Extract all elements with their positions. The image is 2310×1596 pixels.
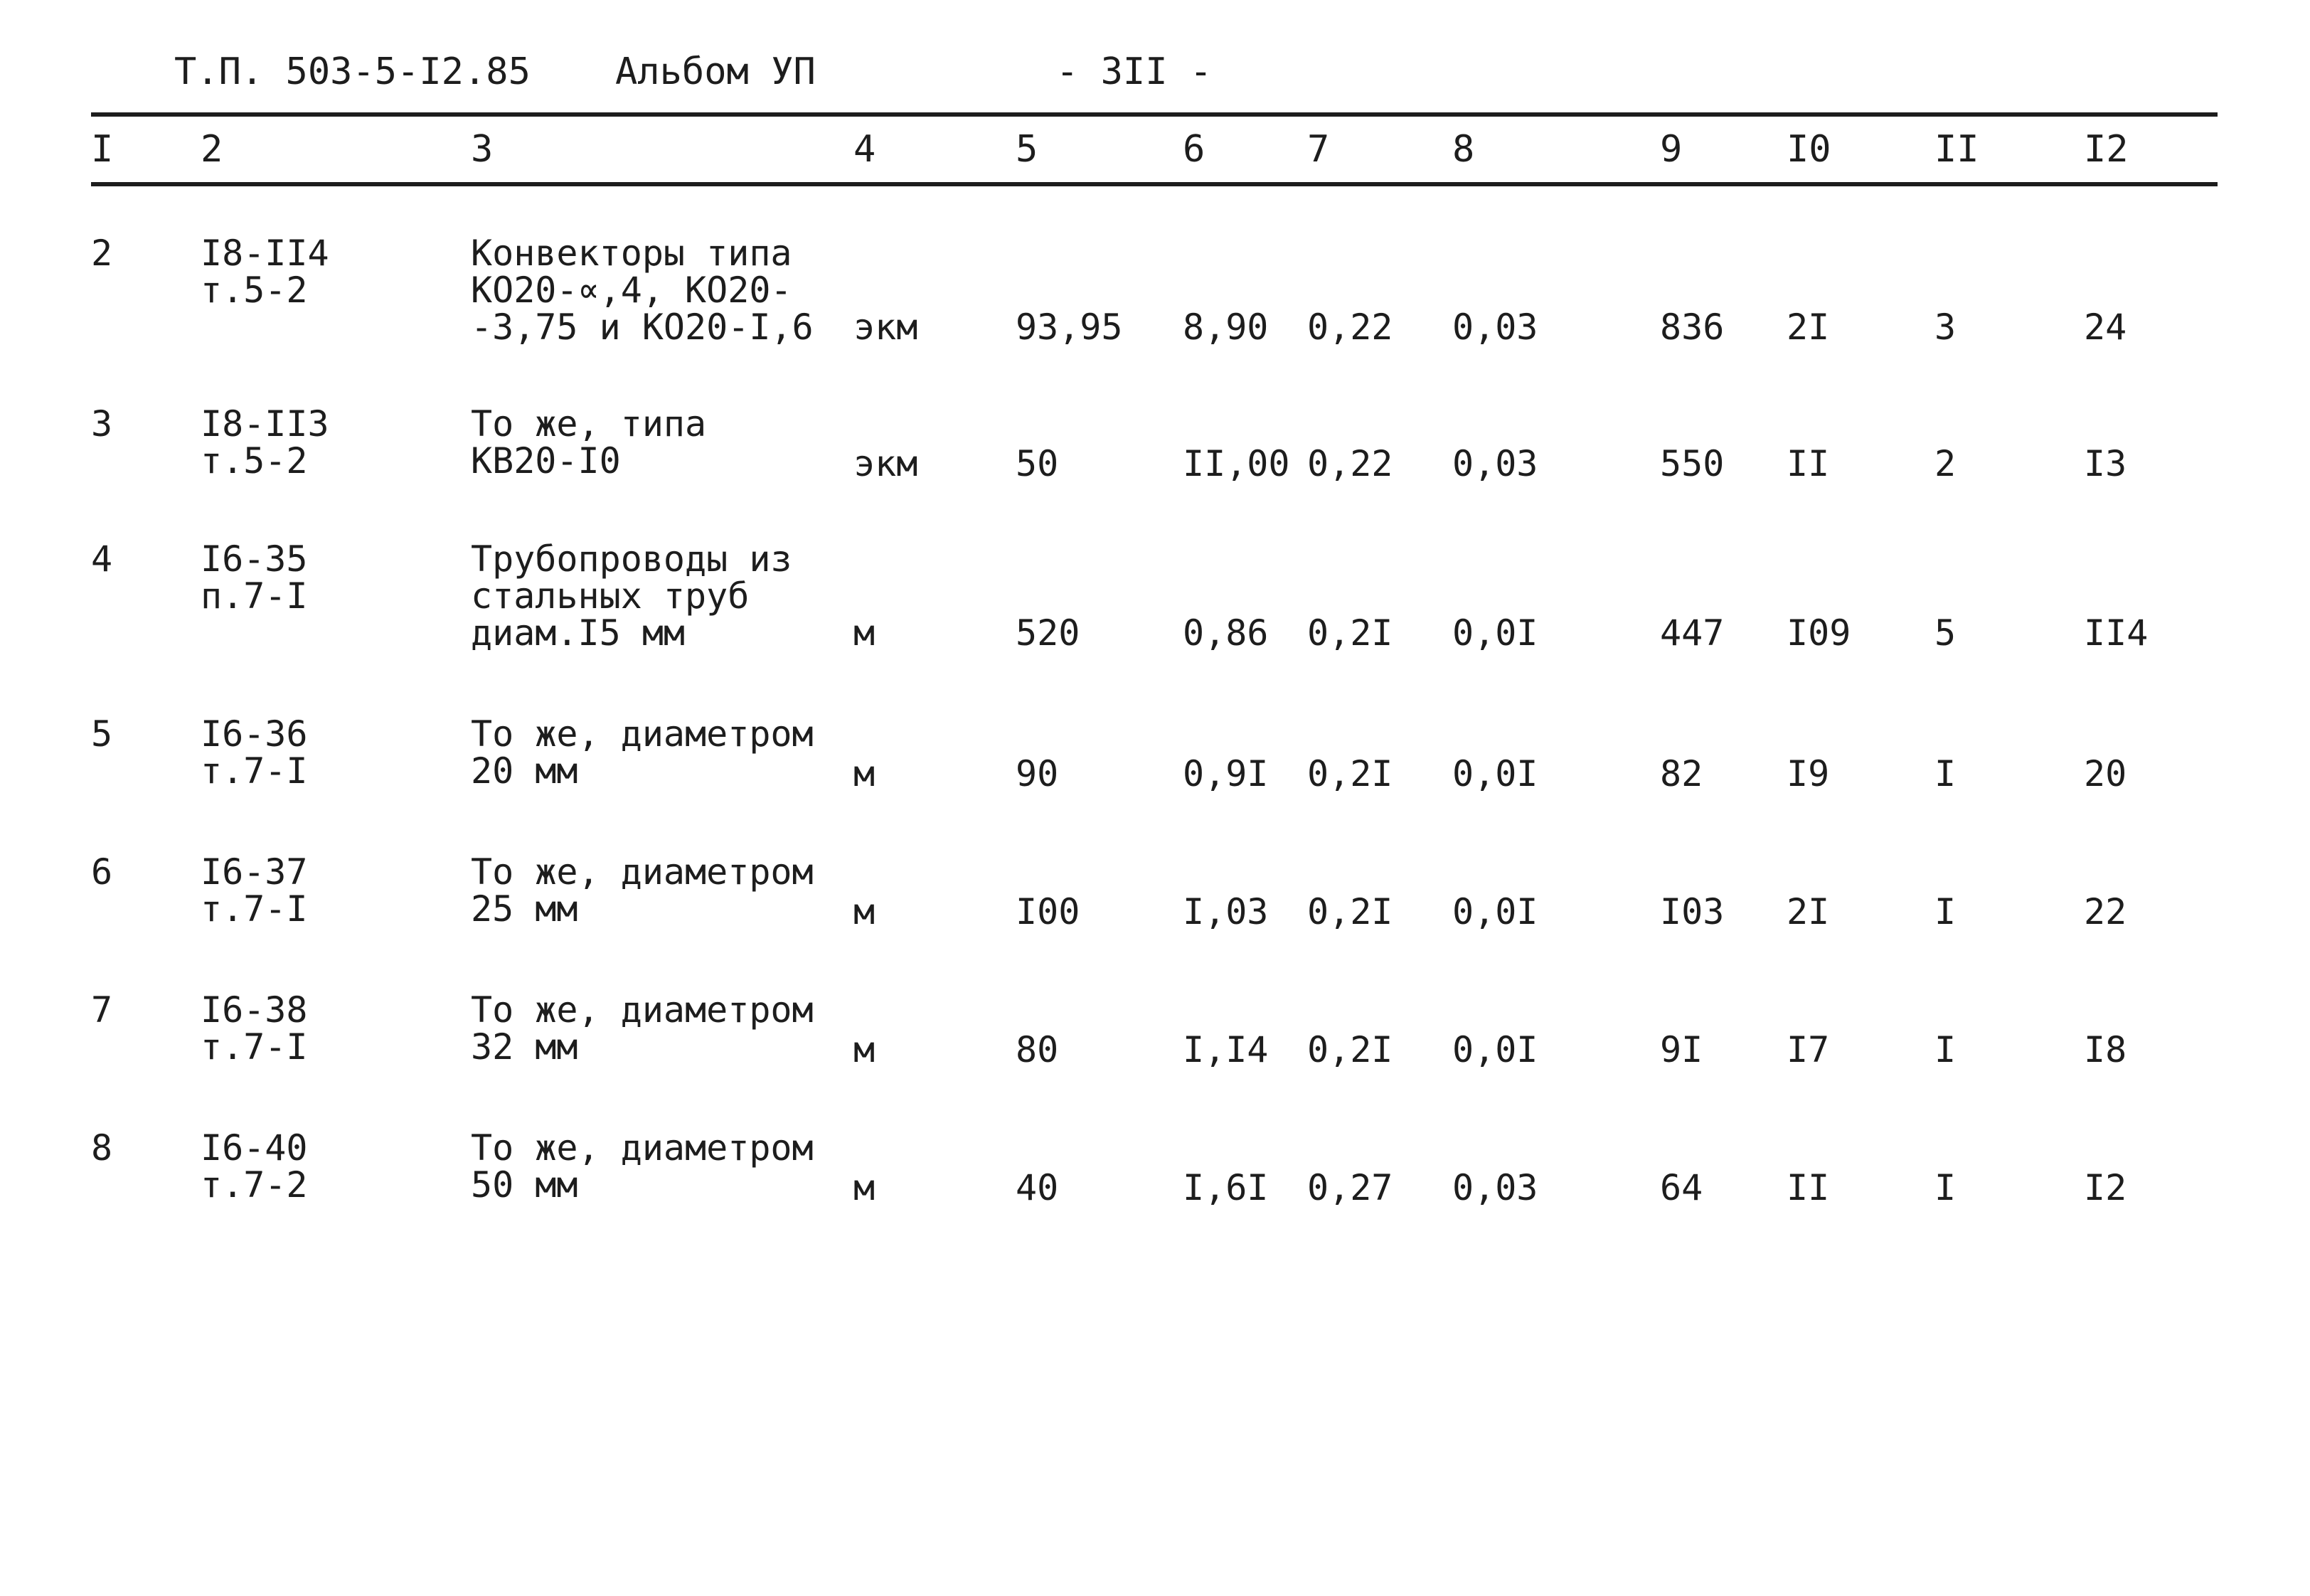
value-col-6: I,6I [1183,1167,1269,1208]
value-col-12: 22 [2084,891,2127,932]
row-number: 5 [91,713,113,755]
value-col-8: 0,03 [1452,1167,1538,1208]
row-number: 7 [91,989,113,1031]
work-name: То же, диаметром 20 мм [471,713,814,792]
value-col-11: I [1934,891,1957,932]
value-col-12: I2 [2084,1167,2127,1208]
value-col-6: I,I4 [1183,1029,1269,1070]
value-col-7: 0,22 [1307,307,1393,348]
quantity: 93,95 [1016,307,1123,348]
unit: м [853,1167,875,1208]
column-number-10: I0 [1787,128,1831,171]
row-number: 2 [91,233,113,274]
value-col-8: 0,03 [1452,443,1538,484]
value-col-9: 550 [1660,443,1725,484]
column-number-4: 4 [853,128,876,171]
quantity: 50 [1016,443,1059,484]
unit: м [853,891,875,932]
rate-code: I6-37 т.7-I [201,851,308,930]
value-col-6: 0,9I [1183,753,1269,794]
value-col-6: I,03 [1183,891,1269,932]
column-number-3: 3 [471,128,494,171]
work-name: То же, диаметром 25 мм [471,851,814,930]
album-label: Альбом УП [615,50,816,93]
row-number: 8 [91,1127,113,1169]
value-col-7: 0,2I [1307,753,1393,794]
table-top-rule [91,112,2218,117]
rate-code: I8-II4 т.5-2 [201,233,329,311]
value-col-7: 0,2I [1307,1029,1393,1070]
table-column-numbers [0,121,2310,178]
page-header [0,47,2310,97]
value-col-8: 0,0I [1452,1029,1538,1070]
value-col-7: 0,2I [1307,612,1393,654]
value-col-10: I7 [1787,1029,1830,1070]
value-col-6: 8,90 [1183,307,1269,348]
value-col-10: II [1787,443,1830,484]
value-col-11: 2 [1934,443,1957,484]
column-number-8: 8 [1452,128,1475,171]
estimate-table [0,228,2310,1252]
table-header-bottom-rule [91,182,2218,186]
quantity: 80 [1016,1029,1059,1070]
column-number-12: I2 [2084,128,2129,171]
page-number: - 3II - [1056,50,1213,93]
value-col-10: 2I [1787,891,1830,932]
column-number-6: 6 [1183,128,1205,171]
work-name: То же, диаметром 32 мм [471,989,814,1068]
value-col-9: 9I [1660,1029,1703,1070]
value-col-11: I [1934,753,1957,794]
value-col-11: 5 [1934,612,1957,654]
value-col-8: 0,0I [1452,753,1538,794]
column-number-2: 2 [201,128,223,171]
quantity: 40 [1016,1167,1059,1208]
value-col-8: 0,03 [1452,307,1538,348]
work-name: То же, типа КВ20-I0 [471,403,707,482]
value-col-9: 836 [1660,307,1725,348]
value-col-6: II,00 [1183,443,1290,484]
value-col-9: I03 [1660,891,1725,932]
value-col-10: 2I [1787,307,1830,348]
value-col-12: I3 [2084,443,2127,484]
row-number: 3 [91,403,113,445]
row-number: 6 [91,851,113,893]
rate-code: I8-II3 т.5-2 [201,403,329,482]
rate-code: I6-38 т.7-I [201,989,308,1068]
value-col-7: 0,22 [1307,443,1393,484]
value-col-6: 0,86 [1183,612,1269,654]
work-name: Конвекторы типа КО20-∝,4, КО20- -3,75 и КО20-I,6 [471,233,814,348]
work-name: Трубопроводы из стальных труб диам.I5 мм [471,538,792,654]
column-number-9: 9 [1660,128,1683,171]
value-col-11: I [1934,1029,1957,1070]
rate-code: I6-36 т.7-I [201,713,308,792]
value-col-12: 24 [2084,307,2127,348]
quantity: 90 [1016,753,1059,794]
value-col-9: 82 [1660,753,1703,794]
rate-code: I6-40 т.7-2 [201,1127,308,1206]
unit: экм [853,307,918,348]
value-col-11: I [1934,1167,1957,1208]
work-name: То же, диаметром 50 мм [471,1127,814,1206]
value-col-8: 0,0I [1452,891,1538,932]
value-col-11: 3 [1934,307,1957,348]
value-col-7: 0,2I [1307,891,1393,932]
value-col-9: 64 [1660,1167,1703,1208]
value-col-12: 20 [2084,753,2127,794]
rate-code: I6-35 п.7-I [201,538,308,617]
unit: м [853,1029,875,1070]
unit: м [853,612,875,654]
column-number-1: I [91,128,114,171]
row-number: 4 [91,538,113,580]
value-col-10: I9 [1787,753,1830,794]
value-col-9: 447 [1660,612,1725,654]
value-col-12: I8 [2084,1029,2127,1070]
value-col-7: 0,27 [1307,1167,1393,1208]
column-number-5: 5 [1016,128,1038,171]
column-number-11: II [1934,128,1979,171]
value-col-12: II4 [2084,612,2149,654]
value-col-8: 0,0I [1452,612,1538,654]
unit: экм [853,443,918,484]
document-code: Т.П. 503-5-I2.85 [174,50,531,93]
quantity: I00 [1016,891,1080,932]
value-col-10: I09 [1787,612,1851,654]
unit: м [853,753,875,794]
quantity: 520 [1016,612,1080,654]
column-number-7: 7 [1307,128,1330,171]
value-col-10: II [1787,1167,1830,1208]
